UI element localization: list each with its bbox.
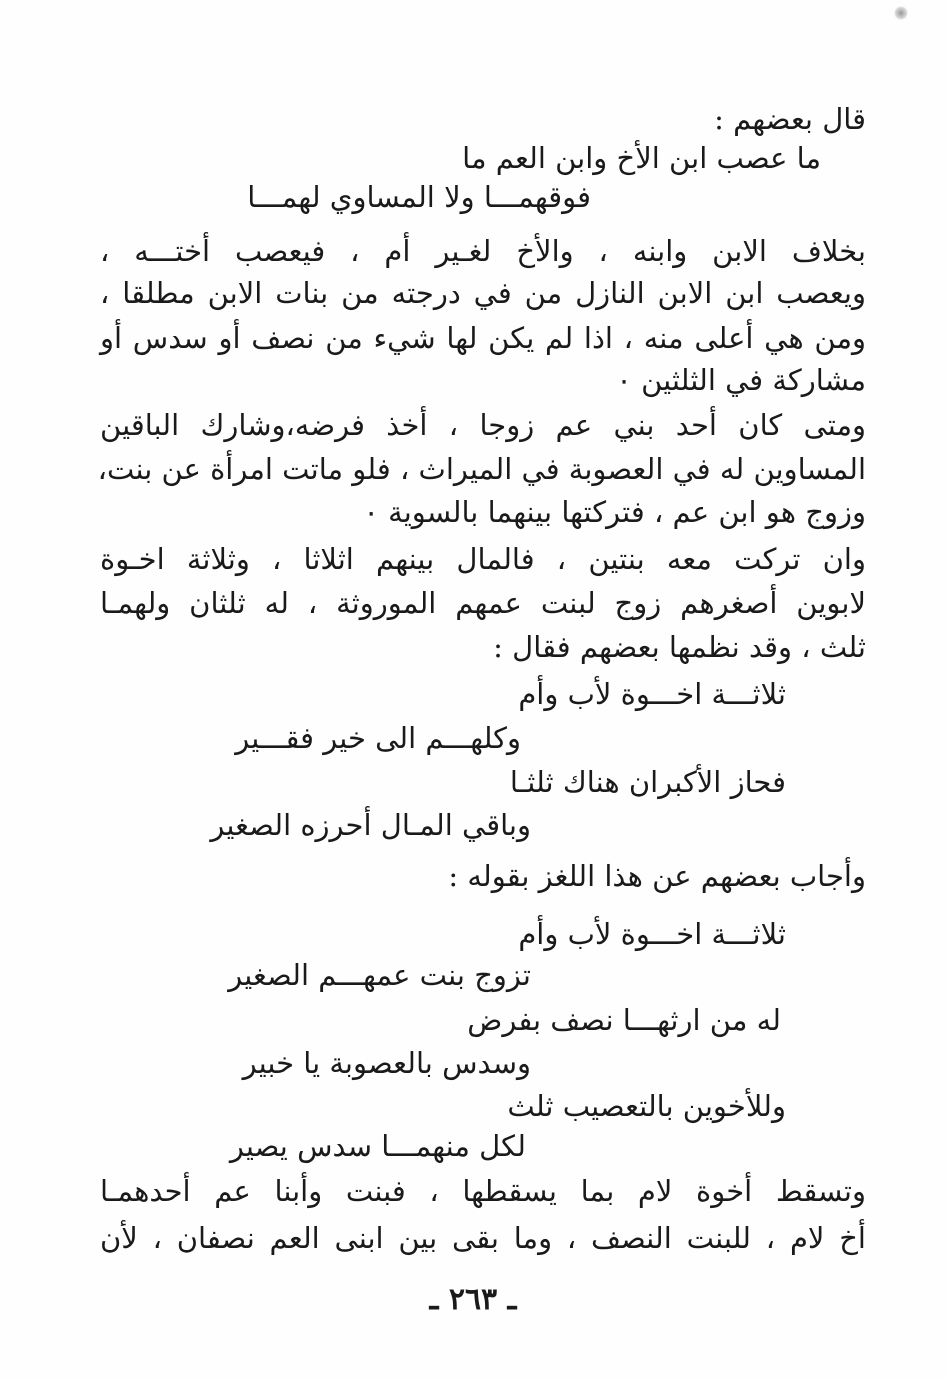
paragraph-line: بخلاف الابن وابنه ، والأخ لغـير أم ، فيعصب أختـــه ، xyxy=(100,234,867,268)
page-number: ـ ٢٦٣ ـ xyxy=(429,1282,517,1317)
verse-line: وكلهـــم الى خير فقـــير xyxy=(235,721,521,755)
verse-line: ثلاثـــة اخـــوة لأب وأم xyxy=(518,677,786,711)
scan-speck xyxy=(894,6,908,20)
paragraph-line: ثلث ، وقد نظمها بعضهم فقال : xyxy=(493,630,866,664)
paragraph-line: وزوج هو ابن عم ، فتركتها بينهما بالسوية ٠ xyxy=(363,495,866,529)
paragraph-line: أخ لام ، للبنت النصف ، وما بقى بين ابنى العم نصفان ، لأن xyxy=(100,1221,866,1255)
paragraph-line: ومتى كان أحد بني عم زوجا ، أخذ فرضه،وشارك الباقين xyxy=(100,408,866,442)
verse-line: ما عصب ابن الأخ وابن العم ما xyxy=(462,141,821,175)
verse-line: فوقهمـــا ولا المساوي لهمـــا xyxy=(247,180,591,214)
verse-line: وسدس بالعصوبة يا خبير xyxy=(242,1046,531,1080)
paragraph-line: المساوين له في العصوبة في الميراث ، فلو ماتت امرأة عن بنت، xyxy=(97,452,866,486)
paragraph-line: مشاركة في الثلثين ٠ xyxy=(616,363,866,397)
verse-line: له من ارثهـــا نصف بفرض xyxy=(467,1003,781,1037)
verse-line: وللأخوين بالتعصيب ثلث xyxy=(507,1089,786,1123)
paragraph-line: وأجاب بعضهم عن هذا اللغز بقوله : xyxy=(448,859,866,893)
paragraph-line: ومن هي أعلى منه ، اذا لم يكن لها شيء من نصف أو سدس أو xyxy=(100,321,866,355)
verse-line: فحاز الأكبران هناك ثلثـا xyxy=(509,765,786,799)
paragraph-line: وتسقط أخوة لام بما يسقطها ، فبنت وأبنا عم أحدهمـا xyxy=(100,1174,866,1208)
paragraph-line: ويعصب ابن الابن النازل من في درجته من بنات الابن مطلقا ، xyxy=(100,276,866,310)
paragraph-line: لابوين أصغرهم زوج لبنت عمهم الموروثة ، له ثلثان ولهمـا xyxy=(100,586,866,620)
section-intro-line: قال بعضهم : xyxy=(714,102,866,136)
verse-line: تزوج بنت عمهـــم الصغير xyxy=(228,958,531,992)
verse-line: لكل منهمـــا سدس يصير xyxy=(229,1129,526,1163)
verse-line: ثلاثـــة اخـــوة لأب وأم xyxy=(518,917,786,951)
paragraph-line: وان تركت معه بنتين ، فالمال بينهم اثلاثا ، وثلاثة اخـوة xyxy=(100,542,866,576)
verse-line: وباقي المـال أحرزه الصغير xyxy=(210,808,531,842)
